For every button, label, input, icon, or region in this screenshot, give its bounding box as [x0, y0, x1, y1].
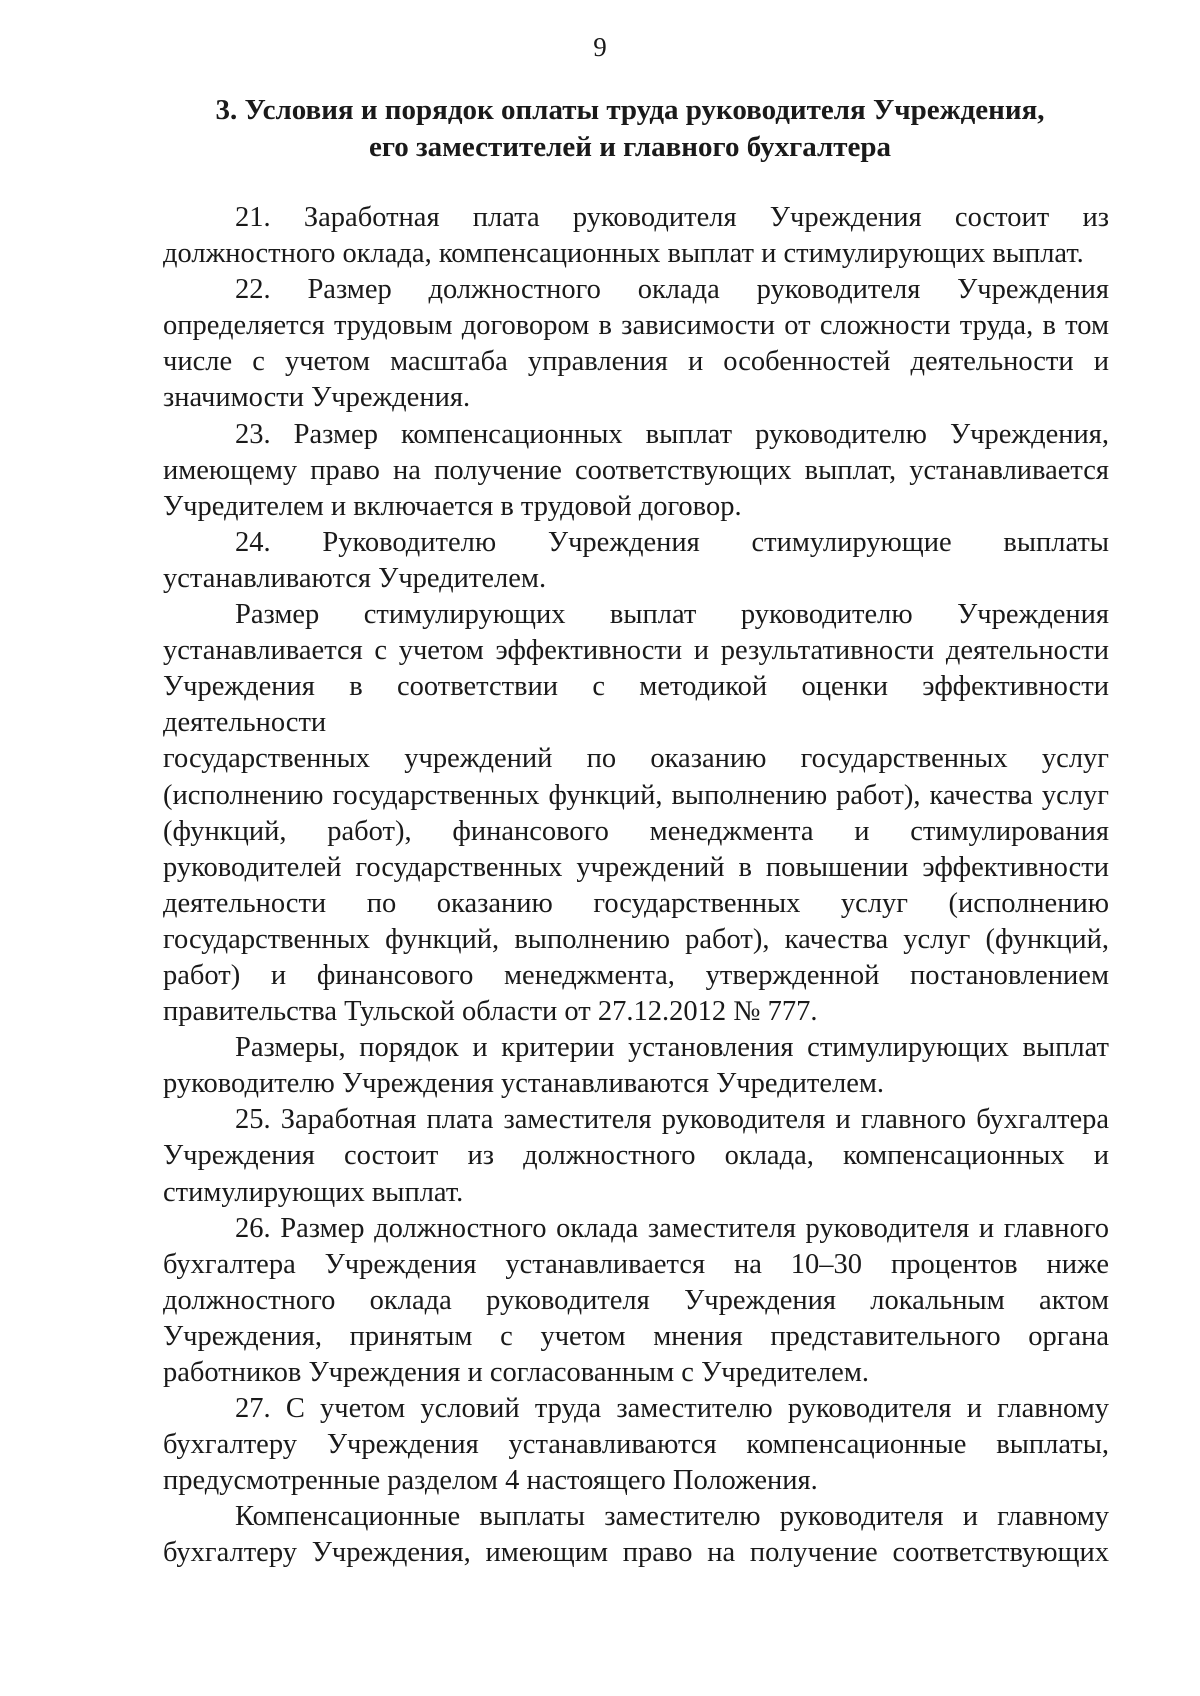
paragraph-22 — [163, 272, 1109, 416]
paragraph-27 — [163, 1391, 1109, 1499]
text-line: 23. Размер компенсационных выплат руководителю Учреждения, — [235, 418, 1109, 450]
text-line: (функций, работ), финансового менеджмента и стимулирования — [163, 815, 1109, 847]
text-line: бухгалтеру Учреждения устанавливаются компенсационные выплаты, — [163, 1429, 1109, 1461]
text-line: государственных функций, выполнению работ), качества услуг (функций, — [163, 923, 1109, 955]
document-body — [163, 200, 1109, 1572]
paragraph-21 — [163, 200, 1109, 272]
paragraph-compensation-payments — [163, 1499, 1109, 1571]
text-line: Учреждения, принятым с учетом мнения представительного органа — [163, 1320, 1109, 1352]
page-number: 9 — [593, 32, 607, 62]
text-line: устанавливаются Учредителем. — [163, 562, 547, 594]
paragraph-25 — [163, 1102, 1109, 1210]
section-heading-line-1: 3. Условия и порядок оплаты труда руководителя Учреждения, — [215, 94, 1045, 126]
paragraph-stimulating-payments-size — [163, 597, 1109, 1030]
text-line: должностного оклада, компенсационных выплат и стимулирующих выплат. — [163, 238, 1084, 270]
text-line: числе с учетом масштаба управления и особенностей деятельности и — [163, 346, 1109, 378]
text-line: Компенсационные выплаты заместителю руководителя и главному — [235, 1501, 1109, 1533]
text-line: Учреждения состоит из должностного оклада, компенсационных и — [163, 1140, 1109, 1172]
text-line: 26. Размер должностного оклада заместителя руководителя и главного — [235, 1212, 1109, 1244]
text-line: бухгалтеру Учреждения, имеющим право на получение соответствующих — [163, 1537, 1109, 1569]
text-line: 25. Заработная плата заместителя руководителя и главного бухгалтера — [235, 1104, 1109, 1136]
text-line: значимости Учреждения. — [163, 382, 471, 414]
section-heading — [150, 92, 1110, 166]
paragraph-24 — [163, 525, 1109, 597]
text-line: Размер стимулирующих выплат руководителю Учреждения — [235, 599, 1109, 631]
paragraph-23 — [163, 417, 1109, 525]
text-line: руководителей государственных учреждений в повышении эффективности — [163, 851, 1109, 883]
text-line: работ) и финансового менеджмента, утвержденной постановлением — [163, 959, 1109, 991]
text-line: 21. Заработная плата руководителя Учреждения состоит из — [235, 202, 1109, 233]
text-line: стимулирующих выплат. — [163, 1176, 464, 1208]
text-line: (исполнению государственных функций, выполнению работ), качества услуг — [163, 779, 1109, 811]
text-line: работников Учреждения и согласованным с Учредителем. — [163, 1357, 869, 1388]
paragraph-26 — [163, 1211, 1109, 1391]
text-line: Учредителем и включается в трудовой договор. — [163, 490, 742, 522]
text-line: устанавливается с учетом эффективности и результативности деятельности — [163, 635, 1109, 667]
text-line: руководителю Учреждения устанавливаются Учредителем. — [163, 1068, 885, 1100]
text-line: государственных учреждений по оказанию государственных услуг — [163, 743, 1109, 775]
section-heading-line-2: его заместителей и главного бухгалтера — [368, 131, 892, 163]
paragraph-criteria — [163, 1030, 1109, 1102]
text-line: 27. С учетом условий труда заместителю руководителя и главному — [235, 1393, 1109, 1425]
text-line: определяется трудовым договором в зависимости от сложности труда, в том — [163, 310, 1109, 342]
text-line: 24. Руководителю Учреждения стимулирующие выплаты — [235, 526, 1109, 558]
text-line: предусмотренные разделом 4 настоящего Положения. — [163, 1465, 818, 1497]
text-line: Размеры, порядок и критерии установления стимулирующих выплат — [235, 1032, 1109, 1064]
text-line: должностного оклада руководителя Учреждения локальным актом — [163, 1284, 1109, 1316]
text-line: бухгалтера Учреждения устанавливается на 10–30 процентов ниже — [163, 1248, 1109, 1280]
text-line: деятельности по оказанию государственных услуг (исполнению — [163, 887, 1109, 919]
text-line: 22. Размер должностного оклада руководителя Учреждения — [235, 274, 1109, 306]
text-line: Учреждения в соответствии с методикой оценки эффективности деятельности — [163, 671, 1109, 739]
text-line: правительства Тульской области от 27.12.2012 № 777. — [163, 996, 818, 1028]
text-line: имеющему право на получение соответствующих выплат, устанавливается — [163, 454, 1109, 486]
